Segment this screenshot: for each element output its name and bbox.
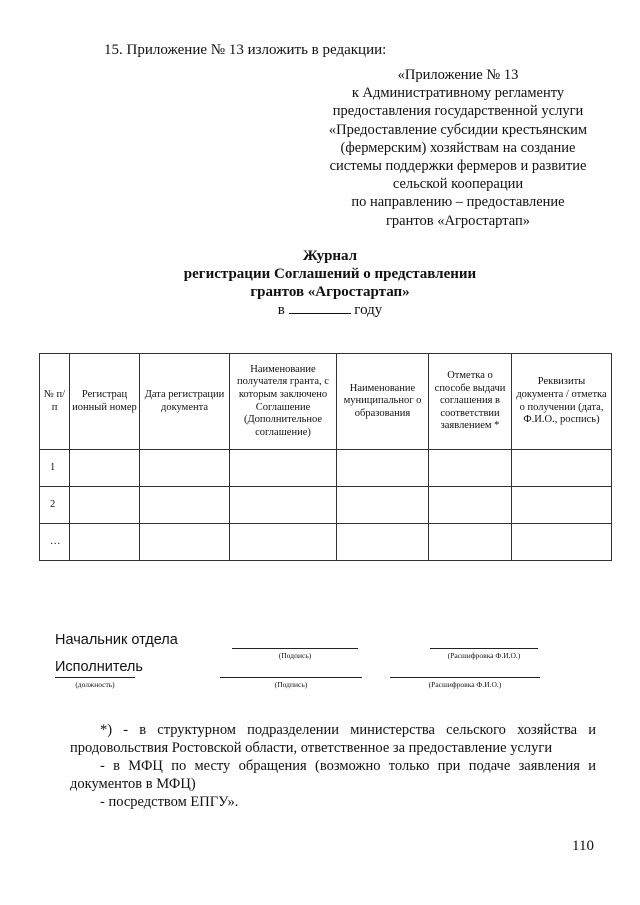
appendix-line: системы поддержки фермеров и развитие <box>329 158 587 175</box>
journal-title <box>150 247 510 301</box>
table-cell <box>337 450 429 487</box>
column-header: Дата регистрации документа <box>140 354 230 450</box>
table-cell <box>140 524 230 561</box>
footnote-paragraph: - посредством ЕПГУ». <box>100 794 239 810</box>
appendix-line: (фермерским) хозяйствам на создание <box>340 139 576 156</box>
year-suffix: году <box>354 302 383 318</box>
table-cell <box>429 450 512 487</box>
table-row <box>40 524 612 561</box>
table-cell <box>140 450 230 487</box>
appendix-line: к Административному регламенту <box>351 85 565 102</box>
table-cell: 1 <box>40 450 70 487</box>
table-cell <box>337 524 429 561</box>
footnote-paragraph: *) - в структурном подразделении министерства сельского хозяйства и продовольствия Ростовской области, ответственное за предоставление услуги <box>70 722 596 756</box>
journal-title-line: Журнал <box>302 248 358 264</box>
column-header: Регистрац ионный номер <box>70 354 140 450</box>
footnote <box>70 721 596 811</box>
column-header: Наименование муниципальног о образования <box>337 354 429 450</box>
executor-position-line <box>55 677 135 678</box>
appendix-heading <box>318 66 598 230</box>
table-cell <box>512 524 612 561</box>
appendix-line: по направлению – предоставление <box>351 194 565 211</box>
column-header: № п/п <box>40 354 70 450</box>
executor-signature-line <box>220 677 362 678</box>
executor-label: Исполнитель <box>55 659 143 675</box>
table-cell <box>429 524 512 561</box>
appendix-line: «Предоставление субсидии крестьянским <box>328 121 588 138</box>
table-cell <box>230 487 337 524</box>
table-cell <box>70 450 140 487</box>
footnote-paragraph: - в МФЦ по месту обращения (возможно только при подаче заявления и документов в МФЦ) <box>70 758 596 792</box>
journal-title-line: грантов «Агростартап» <box>250 284 410 300</box>
executor-decoding-caption: (Расшифровка Ф.И.О.) <box>428 680 502 689</box>
registration-table <box>39 353 612 561</box>
head-decoding-line <box>430 648 538 649</box>
item-15-text: 15. Приложение № 13 изложить в редакции: <box>104 42 387 58</box>
table-cell <box>512 450 612 487</box>
table-header-row <box>40 354 612 450</box>
appendix-line: сельской кооперации <box>392 176 524 193</box>
table-cell <box>230 450 337 487</box>
year-blank-field <box>289 301 351 314</box>
executor-position-caption: (должность) <box>75 680 115 689</box>
table-cell <box>70 524 140 561</box>
table-cell <box>230 524 337 561</box>
table-cell: … <box>40 524 70 561</box>
appendix-line: «Приложение № 13 <box>397 67 519 83</box>
column-header: Реквизиты документа / отметка о получении (дата, Ф.И.О., роспись) <box>512 354 612 450</box>
appendix-line: грантов «Агростартап» <box>385 212 530 229</box>
table-cell <box>337 487 429 524</box>
head-of-department-label: Начальник отдела <box>55 632 178 648</box>
head-decoding-caption: (Расшифровка Ф.И.О.) <box>447 651 521 660</box>
table-cell <box>70 487 140 524</box>
journal-title-line: регистрации Соглашений о представлении <box>183 266 477 282</box>
table-row <box>40 450 612 487</box>
table-cell: 2 <box>40 487 70 524</box>
executor-signature-caption: (Подпись) <box>274 680 308 689</box>
page-number: 110 <box>572 838 594 854</box>
table-cell <box>140 487 230 524</box>
year-prefix: в <box>277 302 285 318</box>
table-cell <box>429 487 512 524</box>
appendix-line: предоставления государственной услуги <box>332 103 584 120</box>
column-header: Наименование получателя гранта, с которым заключено Соглашение (Дополнительное соглашение) <box>230 354 337 450</box>
head-signature-caption: (Подпись) <box>278 651 312 660</box>
head-signature-line <box>232 648 358 649</box>
executor-decoding-line <box>390 677 540 678</box>
year-line <box>150 301 510 319</box>
column-header: Отметка о способе выдачи соглашения в соответствии заявлением * <box>429 354 512 450</box>
table-cell <box>512 487 612 524</box>
table-row <box>40 487 612 524</box>
